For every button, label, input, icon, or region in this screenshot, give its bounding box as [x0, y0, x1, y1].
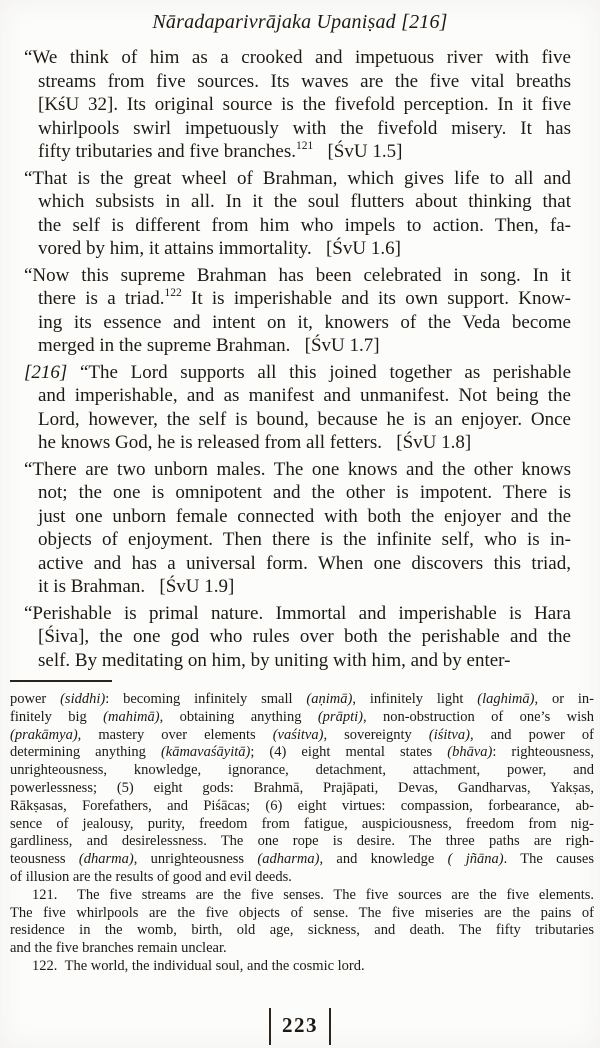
- body-text-line: ing its essence and intent on it, knowers of the Veda become: [38, 311, 571, 333]
- footnote-text-line: finitely big (mahimā), obtaining anything (prāpti), non-obstruction of one’s wish: [10, 708, 594, 725]
- footnote-text-line: The five whirlpools are the five objects of sense. The five miseries are the pains of: [10, 904, 594, 921]
- body-text-line: “We think of him as a crooked and impetuous river with five: [24, 47, 571, 68]
- footnote-text-line: teousness (dharma), unrighteousness (adharma), and knowledge ( jñāna). The causes: [10, 851, 595, 868]
- body-text-line: fifty tributaries and five branches.$^{121}$ [ŚvU 1.5]: [38, 139, 403, 162]
- footnote-paragraph: [10, 887, 594, 958]
- body-paragraph: [24, 458, 571, 599]
- footnote-text-line: and the five branches remain unclear.: [10, 940, 227, 957]
- footnote-text-line: residence in the womb, birth, old age, sickness, and death. The fifty tributaries: [10, 922, 594, 939]
- body-text-line: “Perishable is primal nature. Immortal and imperishable is Hara: [24, 602, 571, 624]
- body-text-line: there is a triad.$^{122}$ It is imperishable and its own support. Know-: [38, 286, 571, 309]
- page-number-right-bar: [329, 1008, 331, 1045]
- footnote-paragraph: [10, 691, 594, 887]
- body-text-line: which subsists in all. In it the soul flutters about thinking that: [38, 191, 571, 212]
- body-text-line: self. By meditating on him, by uniting with him, and by enter-: [38, 649, 511, 671]
- body-text-line: and imperishable, and as manifest and unmanifest. Not being the: [38, 385, 571, 406]
- footnote-separator-rule: [10, 680, 112, 682]
- body-text-line: it is Brahman. [ŚvU 1.9]: [38, 576, 235, 597]
- body-text-line: [216] “The Lord supports all this joined together as perishable: [24, 361, 571, 383]
- footnote-text-line: sence of jealousy, purity, freedom from fatigue, auspiciousness, freedom from nig-: [10, 815, 594, 832]
- body-paragraph: [24, 167, 571, 261]
- footnote-text-line: gardliness, and desirelessness. The one rope is desire. The three paths are righ-: [10, 833, 594, 850]
- body-text-line: just one unborn female connected with both the enjoyer and the: [38, 505, 571, 527]
- body-text-line: objects of enjoyment. Then there is the infinite self, who is in-: [38, 529, 571, 550]
- footnote-text-line: of illusion are the results of good and evil deeds.: [10, 868, 292, 885]
- body-text-line: the self is different from him who impels to action. Then, fa-: [38, 214, 571, 236]
- body-text-line: vored by him, it attains immortality. [ŚvU 1.6]: [38, 238, 401, 259]
- body-paragraph: [24, 264, 571, 358]
- body-text-line: Lord, however, the self is bound, because he is an enjoyer. Once: [38, 408, 571, 430]
- body-text-line: “There are two unborn males. The one knows and the other knows: [24, 458, 571, 480]
- running-head-title: Nāradaparivrājaka Upaniṣad [216]: [152, 11, 448, 33]
- footnote-paragraph: [10, 958, 594, 976]
- footnote-text-line: power (siddhi): becoming infinitely small (aṇimā), infinitely light (laghimā), or in-: [10, 691, 594, 707]
- body-text-line: streams from five sources. Its waves are the five vital breaths: [38, 70, 571, 92]
- footnote-text-line: powerlessness; (5) eight gods: Brahmā, Prajāpati, Devas, Gandharvas, Yakṣas,: [10, 779, 594, 796]
- body-text-line: whirlpools swirl impetuously with the fivefold misery. It has: [38, 117, 571, 139]
- body-text-line: [Śiva], the one god who rules over both the perishable and the: [38, 626, 571, 647]
- footnote-text-line: 122. The world, the individual soul, and the cosmic lord.: [32, 957, 365, 974]
- body-text-line: “That is the great wheel of Brahman, which gives life to all and: [24, 167, 571, 189]
- body-text-line: [KśU 32]. Its original source is the fivefold perception. In it five: [38, 94, 571, 115]
- page-number-left-bar: [269, 1008, 271, 1045]
- page-number: 223: [282, 1012, 318, 1037]
- footnote-text-line: 121. The five streams are the five senses. The five sources are the five elements.: [32, 886, 594, 903]
- body-text-line: “Now this supreme Brahman has been celebrated in song. In it: [24, 264, 571, 286]
- body-paragraph: [24, 46, 571, 164]
- body-text-block: [24, 46, 571, 672]
- page-number-box: [0, 1005, 600, 1047]
- body-text-line: he knows God, he is released from all fetters. [ŚvU 1.8]: [38, 432, 472, 453]
- footnote-text-line: unrighteousness, knowledge, ignorance, detachment, attachment, power, and: [10, 762, 594, 779]
- body-text-line: active and has a universal form. When one discovers this triad,: [38, 552, 571, 574]
- body-text-line: merged in the supreme Brahman. [ŚvU 1.7]: [38, 335, 380, 356]
- footnote-text-line: Rākṣasas, Forefathers, and Piśācas; (6) eight virtues: compassion, forbearance, ab-: [10, 797, 594, 814]
- footnotes-block: [10, 691, 594, 976]
- footnote-text-line: (prakāmya), mastery over elements (vaśitva), sovereignty (iśitva), and power of: [10, 726, 594, 743]
- body-paragraph: [24, 602, 571, 673]
- body-paragraph: [24, 361, 571, 455]
- body-text-line: not; the one is omnipotent and the other is impotent. There is: [38, 482, 571, 503]
- footnote-text-line: determining anything (kāmavaśāyitā); (4) eight mental states (bhāva): righteousness,: [10, 744, 594, 761]
